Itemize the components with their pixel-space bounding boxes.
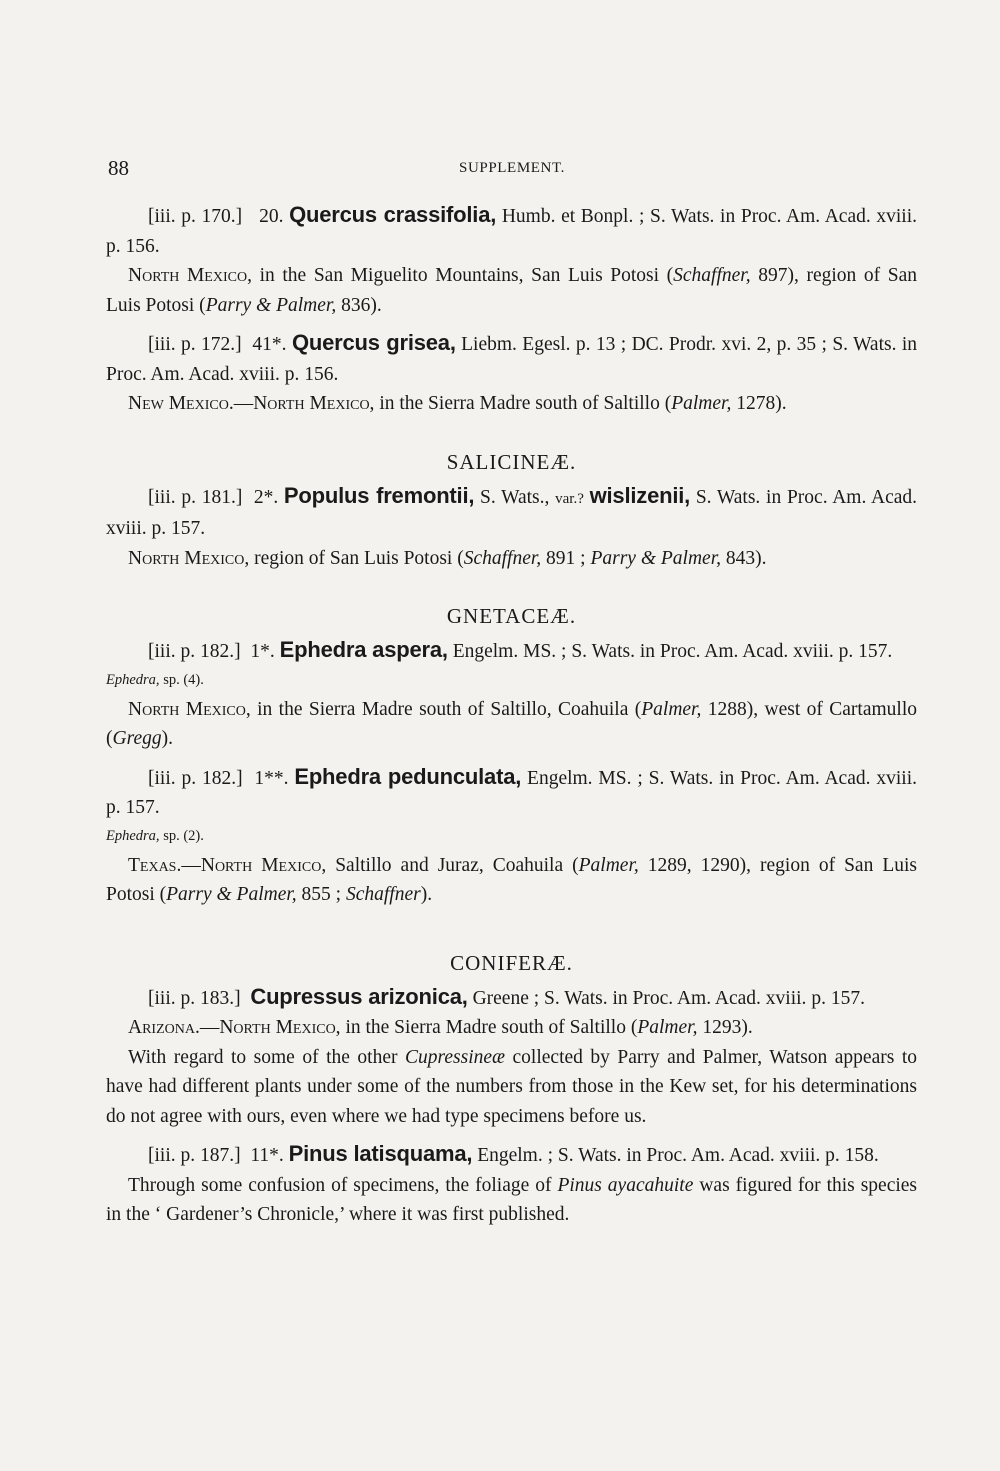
volume-reference: [iii. p. 187.] (148, 1145, 241, 1166)
citation-continued: xviii. p. 157. (793, 641, 893, 662)
region: Texas. (128, 854, 182, 876)
taxon-name: Cupressineæ (404, 1046, 506, 1068)
note-text: With regard to some of the other (128, 1046, 405, 1068)
specimen-reference (106, 669, 917, 691)
volume-reference: [iii. p. 183.] (148, 987, 241, 1009)
authority: S. Wats., (480, 486, 550, 508)
locality: region of San Luis Potosi ( (249, 547, 464, 569)
collection-number: 1278). (731, 393, 787, 414)
locality: in the Sierra Madre south of Saltillo ( (374, 393, 672, 414)
note-text: collected by Parry and Palmer, Watson appears to have had different plants under some of the numbers from those in the Kew set, for his determinations do not agree with ours, even where we had type specimens before us. (106, 1046, 917, 1127)
collector: Palmer, (637, 1017, 698, 1038)
species-number: 1*. (250, 641, 275, 662)
region: North Mexico, (128, 265, 252, 286)
collector: Palmer, (671, 393, 732, 414)
collector: Palmer, (641, 698, 702, 720)
locality-line (106, 389, 917, 419)
locality: in the Sierra Madre south of Saltillo ( (340, 1017, 638, 1038)
citation: Greene ; S. Wats. in Proc. Am. Acad. xviii. (472, 987, 807, 1009)
species-entry (106, 328, 917, 389)
citation-continued: Acad. xviii. p. 156. (106, 206, 918, 257)
note-paragraph (106, 1043, 917, 1132)
specimen-genus: Ephedra, (106, 671, 160, 688)
species-number: 11*. (250, 1145, 284, 1166)
citation-continued: xviii. p. 158. (779, 1145, 879, 1166)
species-name: Quercus crassifolia, (289, 202, 497, 227)
volume-reference: [iii. p. 182.] (148, 767, 243, 789)
species-entry (106, 762, 917, 823)
page-body (106, 200, 917, 1230)
collector: Schaffner, (673, 265, 751, 286)
species-number: 20. (259, 206, 284, 227)
taxon-name: Pinus ayacahuite (557, 1174, 694, 1196)
citation-continued: Am. Acad. xviii. p. 157. (106, 767, 917, 818)
family-heading: GNETACEÆ. (446, 604, 577, 628)
locality-line (106, 851, 917, 910)
species-name: Cupressus arizonica, (250, 983, 468, 1009)
variety-name: wislizenii, (589, 482, 691, 508)
collection-number: 843). (721, 547, 767, 569)
running-title: SUPPLEMENT. (459, 160, 565, 176)
family-heading: CONIFERÆ. (450, 950, 573, 975)
region: Arizona. (128, 1017, 200, 1038)
volume-reference: [iii. p. 181.] (148, 486, 243, 508)
collection-number: 836). (336, 294, 382, 316)
collector: Gregg (112, 728, 162, 749)
locality-line (106, 261, 917, 320)
species-number: 41*. (252, 334, 287, 355)
citation: Engelm. ; S. Wats. in Proc. Am. Acad. (477, 1145, 775, 1166)
specimen-reference (106, 825, 917, 847)
specimen-detail: sp. (4). (159, 671, 204, 688)
locality-line (106, 544, 917, 574)
citation: Engelm. MS. ; S. Wats. in Proc. Am. Acad. (452, 641, 789, 662)
note-text: Through some confusion of specimens, the foliage of (128, 1174, 558, 1196)
page-number: 88 (108, 156, 129, 180)
citation: S. Wats. in (695, 486, 782, 508)
collector: Palmer, (578, 854, 639, 876)
species-name: Pinus latisquama, (288, 1141, 473, 1166)
collector: Parry & Palmer, (205, 294, 337, 316)
locality: region of San Luis Potosi ( (106, 265, 918, 316)
note-paragraph (106, 1171, 917, 1230)
locality: in the Sierra Madre south of Saltillo, Coahuila ( (250, 698, 642, 720)
citation-continued: p. 157. (811, 987, 865, 1009)
collection-number: ). (161, 728, 173, 749)
species-entry (106, 481, 917, 544)
variety-marker: var.? (555, 490, 584, 507)
volume-reference: [iii. p. 172.] (148, 334, 242, 355)
citation-continued: p. 35 ; S. Wats. in Proc. Am. Acad. xviii. p. 156. (106, 334, 918, 385)
collection-number: 1293). (697, 1017, 753, 1038)
volume-reference: [iii. p. 170.] (148, 206, 243, 227)
species-number: 2*. (253, 486, 279, 508)
collector: Parry & Palmer, (166, 884, 297, 905)
region: —North Mexico, (199, 1017, 341, 1038)
locality-line (106, 695, 917, 754)
specimen-detail: sp. (2). (159, 827, 204, 844)
collection-number: 1288), west (701, 698, 801, 720)
species-entry (106, 635, 917, 667)
running-head (108, 156, 916, 184)
locality: Saltillo and Juraz, Coahuila ( (326, 854, 579, 876)
region: —North Mexico, (233, 393, 375, 414)
species-number: 1**. (254, 767, 289, 789)
collection-number: ). (420, 884, 433, 905)
citation-continued: Proc. Am. Acad. xviii. p. 157. (106, 486, 918, 539)
region: New Mexico. (128, 393, 234, 414)
citation: Liebm. Egesl. p. 13 ; DC. Prodr. xvi. 2, (461, 334, 772, 355)
collection-number: 855 ; (296, 884, 346, 905)
collection-number: 1289, 1290), region (638, 854, 810, 876)
locality-line (106, 1013, 917, 1043)
region: —North Mexico, (181, 854, 327, 876)
species-entry (106, 1139, 917, 1171)
locality: in the San Miguelito Mountains, San Luis Potosi ( (259, 265, 674, 286)
collector: Schaffner (345, 884, 421, 905)
collection-number: 897), (750, 265, 799, 286)
species-name: Quercus grisea, (291, 330, 456, 355)
region: North Mexico, (128, 547, 250, 569)
species-name: Populus fremontii, (283, 482, 475, 508)
citation: Engelm. MS. ; S. Wats. in Proc. (527, 767, 781, 789)
family-heading: SALICINEÆ. (446, 449, 577, 474)
region: North Mexico, (128, 698, 251, 720)
specimen-genus: Ephedra, (106, 827, 160, 844)
collection-number: 891 ; (541, 547, 591, 569)
note-text: was figured for this species in the ‘ Gardener’s Chronicle,’ where it was first published. (106, 1174, 918, 1225)
species-name: Ephedra pedunculata, (294, 763, 522, 789)
citation: Humb. et Bonpl. ; S. Wats. in Proc. Am. (501, 206, 821, 227)
locality: of San Luis Potosi ( (106, 854, 918, 905)
species-name: Ephedra aspera, (279, 637, 448, 662)
locality: of Cartamullo ( (106, 698, 917, 749)
species-entry (106, 982, 917, 1014)
species-entry (106, 200, 917, 261)
collector: Parry & Palmer, (590, 547, 721, 569)
volume-reference: [iii. p. 182.] (148, 641, 241, 662)
collector: Schaffner, (463, 547, 542, 569)
